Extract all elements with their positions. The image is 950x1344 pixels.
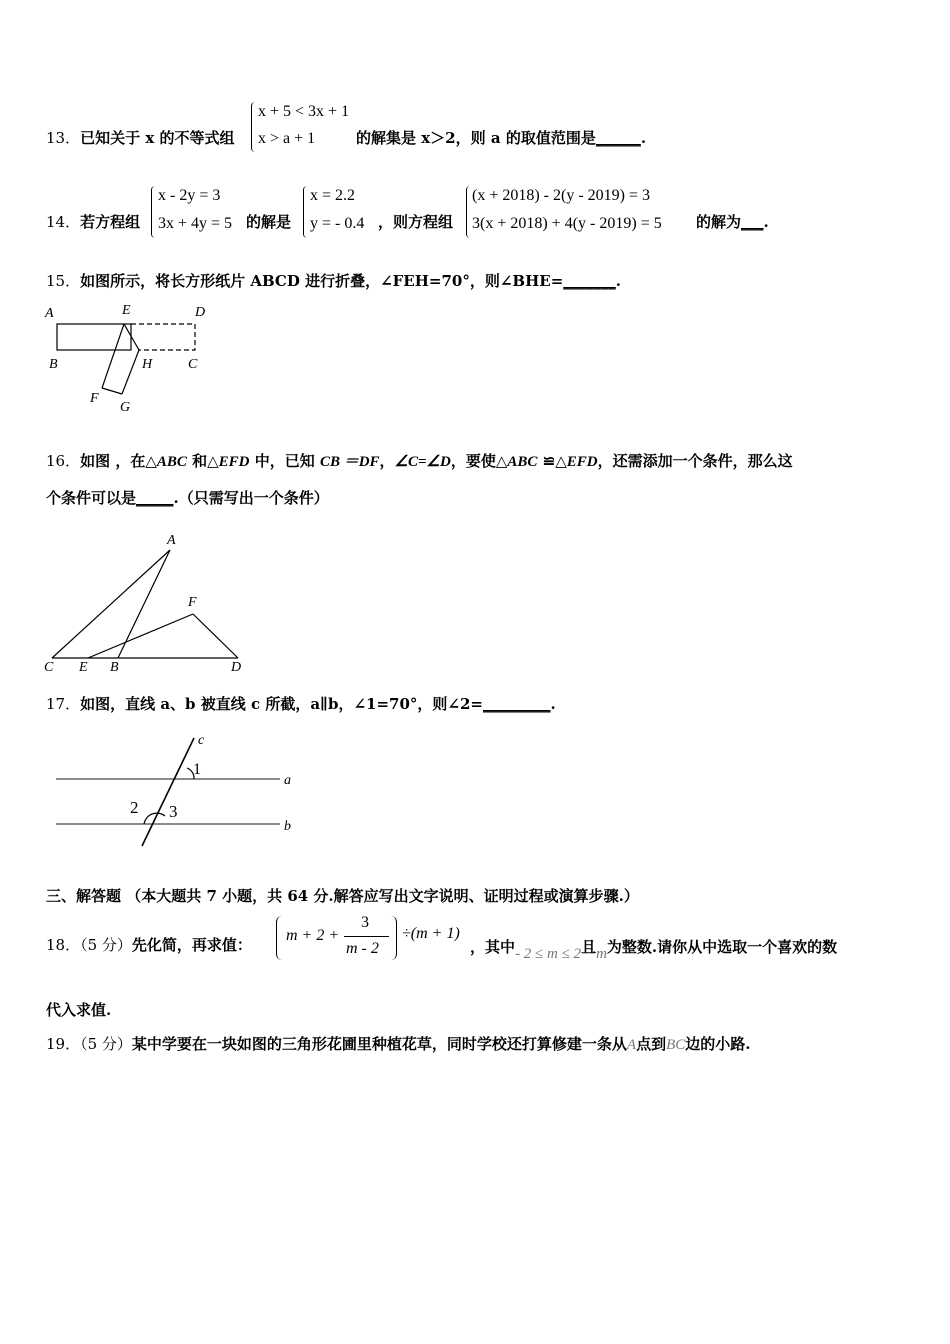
q18-frac-den: m - 2 <box>346 940 379 957</box>
q15-line <box>46 271 621 291</box>
q14-number: 14． <box>46 213 81 231</box>
q16-tri-abc: ABC <box>156 454 187 470</box>
q15-label-E: E <box>122 303 131 318</box>
q16-t1: 如图 ，在△ <box>80 452 157 470</box>
q14-mid2: ，则方程组 <box>378 213 454 231</box>
q14-answer-blank[interactable]: ___ <box>741 213 764 231</box>
q18-frac-num: 3 <box>361 914 369 931</box>
q19-t3: 边的小路. <box>685 1035 751 1053</box>
q17-answer-blank[interactable]: _________ <box>483 695 551 713</box>
q19-score: （5 分） <box>80 1035 132 1053</box>
q15-text: 如图所示，将长方形纸片 ABCD 进行折叠，∠FEH=70°，则∠BHE= <box>80 272 564 290</box>
q15-label-H: H <box>142 357 153 372</box>
q15-label-G: G <box>120 400 131 415</box>
q14-systemB-brace <box>303 186 308 238</box>
q18-line1-pre <box>46 935 252 955</box>
q16-t3: 中，已知 <box>249 452 320 470</box>
q14-text-post: 的解为 <box>696 213 742 231</box>
q14-line-post <box>696 212 769 232</box>
q14-systemA-line1: x - 2y = 3 <box>158 187 221 204</box>
q13-system-line2: x > a + 1 <box>258 130 316 147</box>
q18-line1-post <box>470 937 838 962</box>
q14-systemC-line1: (x + 2018) - 2(y - 2019) = 3 <box>472 187 651 204</box>
q17-label-a: a <box>284 773 291 788</box>
q15-label-D: D <box>195 305 206 320</box>
q18-t2: ，其中 <box>470 938 516 956</box>
q17-label-2: 2 <box>130 798 139 817</box>
q14-systemC-line2: 3(x + 2018) + 4(y - 2019) = 5 <box>472 215 662 232</box>
q16-line-CA <box>52 550 170 658</box>
q19-t2: 点到 <box>636 1035 667 1053</box>
q17-text: 如图，直线 a、b 被直线 c 所截，a∥b，∠1=70°，则∠2= <box>80 695 483 713</box>
q18-t1: 先化简，再求值： <box>131 936 252 954</box>
q16-cond1: CB ＝DF <box>319 454 380 470</box>
q17-line-c <box>142 738 194 846</box>
q16-line-FD <box>193 614 238 658</box>
q15-answer-blank[interactable]: _______ <box>563 272 616 290</box>
q14-systemC-brace <box>466 186 471 238</box>
q18-var-m: m <box>596 946 607 962</box>
q16-label-B: B <box>110 660 119 675</box>
q16-answer-blank[interactable]: _____ <box>136 489 174 507</box>
q13-number: 13． <box>46 129 81 147</box>
q18-frac-bar <box>344 936 389 937</box>
q16-t2: 和△ <box>186 452 219 470</box>
q13-system-line1: x + 5 < 3x + 1 <box>258 103 350 120</box>
q13-text-mid: 的不等式组 <box>159 129 235 147</box>
q16-t4: ， <box>379 452 395 470</box>
q19-t1: 某中学要在一块如图的三角形花圃里种植花草，同时学校还打算修建一条从 <box>131 1035 627 1053</box>
q14-systemB-line2: y = - 0.4 <box>310 215 365 232</box>
q13-line <box>46 128 235 148</box>
q15-label-F: F <box>90 391 99 406</box>
q18-line2: 代入求值. <box>46 1001 112 1019</box>
q16-label-D: D <box>231 660 242 675</box>
q16-label-A: A <box>167 533 176 548</box>
q14-systemA-brace <box>151 186 156 238</box>
q17-line <box>46 694 556 714</box>
q18-paren-left <box>276 916 283 960</box>
q16-label-E: E <box>79 660 88 675</box>
q16-t6: ≌△ <box>537 452 567 470</box>
q13-system-brace <box>251 102 256 152</box>
q14-end: . <box>763 213 769 231</box>
q19-side-BC: BC <box>666 1037 686 1053</box>
q16-label-C: C <box>44 660 54 675</box>
q18-expression <box>276 914 471 964</box>
q13-end: . <box>640 129 647 147</box>
q13-var-a: a <box>490 129 501 147</box>
section3-heading: 三、解答题 （本大题共 7 小题，共 64 分.解答应写出文字说明、证明过程或演算步骤.） <box>46 887 639 905</box>
q17-figure <box>48 728 308 853</box>
q18-expr-b: ÷(m + 1) <box>402 925 460 942</box>
q15-label-A: A <box>45 306 54 321</box>
q13-text-post1: 的解集是 x＞2，则 <box>356 129 486 147</box>
q13-answer-blank[interactable]: ______ <box>595 129 641 147</box>
q17-end: . <box>550 695 556 713</box>
q17-label-1: 1 <box>193 761 201 778</box>
q16-line1 <box>46 451 793 472</box>
q15-fold-line-EF <box>102 324 124 388</box>
q16-figure <box>38 528 253 676</box>
q19-number: 19． <box>46 1035 81 1053</box>
q13-text-post2: 的取值范围是 <box>505 129 596 147</box>
q14-line <box>46 212 140 232</box>
q15-figure <box>40 296 220 421</box>
q16-line2b: .（只需写出一个条件） <box>173 489 329 507</box>
q15-fold-line-FG <box>102 388 122 394</box>
q16-cond2: ∠C=∠D <box>394 454 451 470</box>
q18-score: （5 分） <box>80 936 132 954</box>
q16-t7: ，还需添加一个条件，那么这 <box>597 452 793 470</box>
q17-label-c: c <box>198 733 205 748</box>
q16-line2 <box>46 488 329 508</box>
q16-number: 16． <box>46 452 81 470</box>
q16-t5: ，要使△ <box>450 452 508 470</box>
q16-tri-efd: EFD <box>218 454 250 470</box>
q17-number: 17． <box>46 695 81 713</box>
q14-systemA-line2: 3x + 4y = 5 <box>158 215 233 232</box>
q14-systemB-line1: x = 2.2 <box>310 187 356 204</box>
q17-label-b: b <box>284 819 291 834</box>
q14-mid1: 的解是 <box>246 213 292 231</box>
q13-text-pre: 已知关于 <box>80 129 141 147</box>
q15-end: . <box>615 272 622 290</box>
q18-range: - 2 ≤ m ≤ 2 <box>515 946 582 962</box>
q16-line-EF <box>88 614 193 658</box>
q13-line-post <box>356 128 646 148</box>
q14-text-pre: 若方程组 <box>80 213 141 231</box>
q15-label-C: C <box>188 357 198 372</box>
q15-number: 15． <box>46 272 81 290</box>
q17-label-3: 3 <box>169 802 178 821</box>
q18-t4: 为整数.请你从中选取一个喜欢的数 <box>606 938 838 956</box>
q18-expr-a: m + 2 + <box>286 927 340 944</box>
q13-var-x: x <box>145 129 155 147</box>
q15-label-B: B <box>49 357 58 372</box>
q16-tri-efd2: EFD <box>566 454 598 470</box>
q16-tri-abc2: ABC <box>507 454 538 470</box>
q18-paren-right <box>390 916 397 960</box>
q18-t3: 且 <box>581 938 597 956</box>
q16-line2a: 个条件可以是 <box>46 489 137 507</box>
q15-rect-dashed-right <box>131 324 195 350</box>
q18-number: 18． <box>46 936 81 954</box>
q16-label-F: F <box>188 595 197 610</box>
q19-line <box>46 1034 751 1055</box>
q15-fold-line-GH <box>122 350 139 394</box>
q19-point-A: A <box>626 1037 637 1053</box>
